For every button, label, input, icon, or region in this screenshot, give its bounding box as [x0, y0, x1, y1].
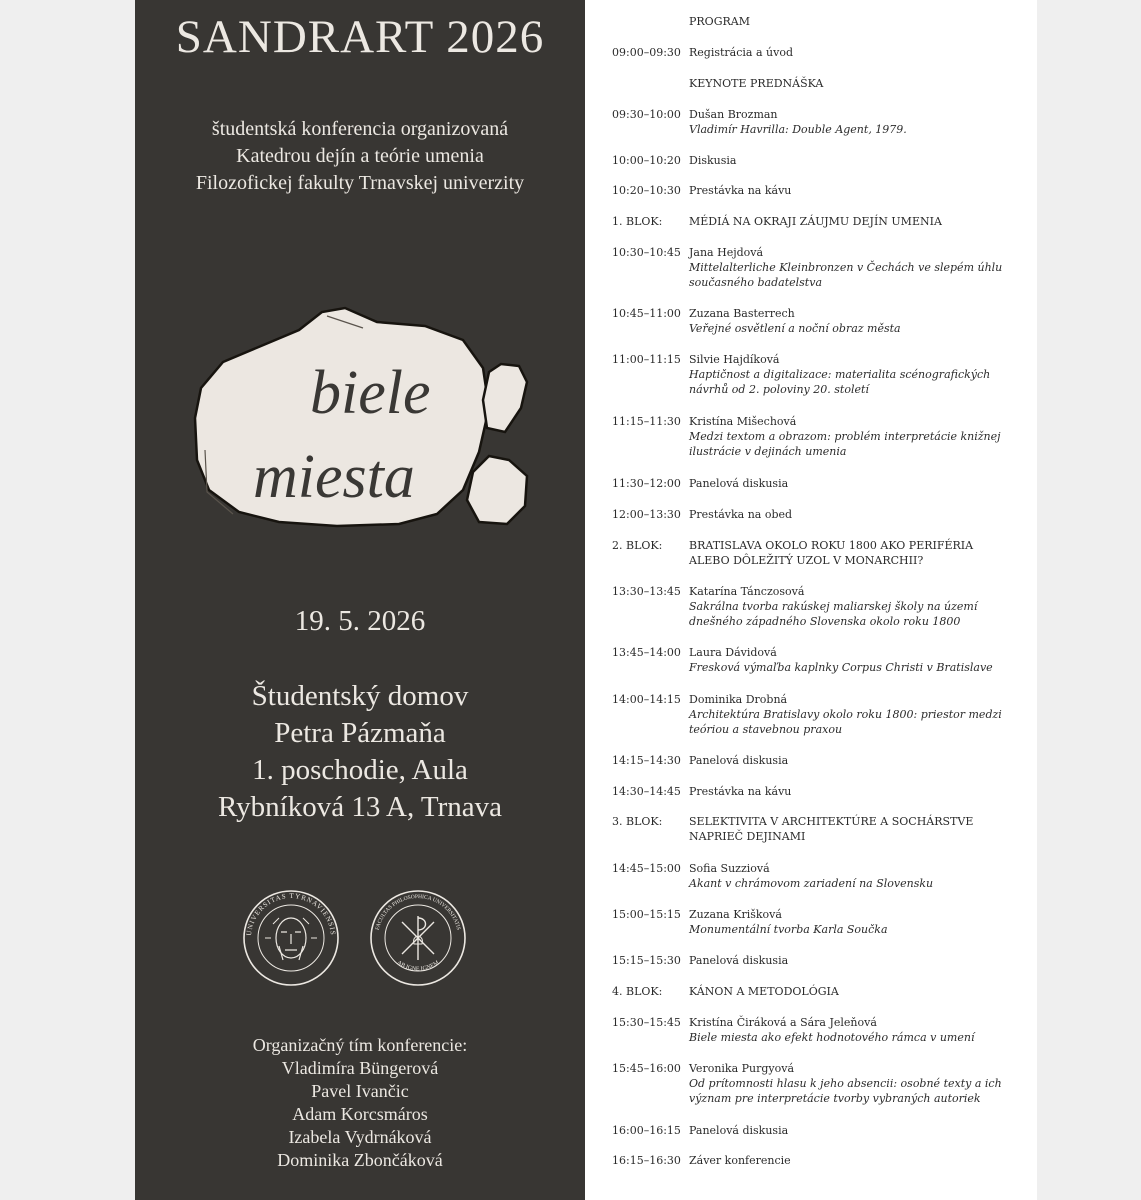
program-time: 09:30–10:00: [612, 108, 681, 121]
venue-address: [135, 678, 585, 826]
program-time: 10:30–10:45: [612, 246, 681, 259]
program-entry: Prestávka na kávu: [689, 184, 792, 197]
program-time: 09:00–09:30: [612, 46, 681, 59]
organizer-name: Pavel Ivančic: [311, 1081, 409, 1101]
program-time: 10:20–10:30: [612, 184, 681, 197]
program-entry: Diskusia: [689, 154, 737, 167]
block-number: 2. BLOK:: [612, 539, 663, 552]
program-entry: Sofia Suzziová: [689, 862, 770, 875]
program-time: 14:15–14:30: [612, 754, 681, 767]
talk-title: Haptičnost a digitalizace: materialita scénografických návrhů od 2. poloviny 20. století: [689, 368, 991, 396]
organizing-team: [135, 1034, 585, 1172]
subtitle-line: Filozofickej fakulty Trnavskej univerzity: [195, 172, 525, 194]
program-entry: Silvie Hajdíková: [689, 353, 780, 366]
program-entry: Veronika Purgyová: [689, 1062, 795, 1075]
block-number: 3. BLOK:: [612, 815, 663, 828]
subtitle-line: študentská konferencia organizovaná: [211, 118, 509, 140]
program-entry: Laura Dávidová: [689, 646, 777, 659]
svg-text:AB IGNE IGNEM: AB IGNE IGNEM: [395, 959, 441, 973]
conference-date: 19. 5. 2026: [294, 605, 426, 637]
talk-title: Sakrálna tvorba rakúskej maliarskej školy na území dnešného západného Slovenska okolo roku 1800: [689, 600, 978, 628]
program-time: 15:15–15:30: [612, 954, 681, 967]
conference-subtitle: [135, 116, 585, 197]
program-time: 14:30–14:45: [612, 785, 681, 798]
talk-title: Medzi textom a obrazom: problém interpretácie knižnej ilustrácie v dejinách umenia: [689, 430, 1001, 458]
program-time: 10:45–11:00: [612, 307, 681, 320]
faculty-of-philosophy-seal-icon: [368, 888, 468, 988]
program-time: 11:30–12:00: [612, 477, 681, 490]
university-trnava-seal-icon: [241, 888, 341, 988]
program-entry: Panelová diskusia: [689, 954, 789, 967]
theme-word-biele: biele: [310, 359, 431, 427]
block-title: SELEKTIVITA V ARCHITEKTÚRE A SOCHÁRSTVE NAPRIEČ DEJINAMI: [689, 815, 974, 843]
theme-word-miesta: miesta: [253, 443, 415, 511]
talk-title: Architektúra Bratislavy okolo roku 1800: priestor medzi teóriou a stavebnou praxou: [689, 708, 1002, 736]
program-time: 13:45–14:00: [612, 646, 681, 659]
program-time: 16:00–16:15: [612, 1124, 681, 1137]
program-time: 14:00–14:15: [612, 693, 681, 706]
organizer-name: Izabela Vydrnáková: [288, 1127, 432, 1147]
program-entry: KEYNOTE PREDNÁŠKA: [689, 77, 824, 90]
program-entry: Registrácia a úvod: [689, 46, 793, 59]
block-title: KÁNON A METODOLÓGIA: [689, 985, 839, 998]
subtitle-line: Katedrou dejín a teórie umenia: [236, 145, 484, 167]
program-entry: Dušan Brozman: [689, 108, 778, 121]
talk-title: Biele miesta ako efekt hodnotového rámca v umení: [689, 1031, 975, 1044]
program-entry: Panelová diskusia: [689, 477, 789, 490]
talk-title: Vladimír Havrilla: Double Agent, 1979.: [689, 123, 907, 136]
program-panel: [585, 0, 1037, 1200]
talk-title: Mittelalterliche Kleinbronzen v Čechách ve slepém úhlu současného badatelstva: [689, 261, 1003, 289]
poster-page: [135, 0, 1037, 1200]
program-entry: Katarína Tánczosová: [689, 585, 805, 598]
program-heading: PROGRAM: [689, 15, 750, 28]
program-time: 11:00–11:15: [612, 353, 681, 366]
program-time: 16:15–16:30: [612, 1154, 681, 1167]
program-entry: Prestávka na obed: [689, 508, 793, 521]
program-entry: Panelová diskusia: [689, 754, 789, 767]
poster-left-panel: [135, 0, 585, 1200]
talk-title: Fresková výmaľba kaplnky Corpus Christi v Bratislave: [689, 661, 993, 674]
block-number: 1. BLOK:: [612, 215, 663, 228]
venue-line: 1. poschodie, Aula: [252, 754, 468, 786]
talk-title: Veřejné osvětlení a noční obraz města: [689, 322, 901, 335]
program-entry: Kristína Mišechová: [689, 415, 797, 428]
block-title: BRATISLAVA OKOLO ROKU 1800 AKO PERIFÉRIA ALEBO DÔLEŽITÝ UZOL V MONARCHII?: [689, 539, 974, 567]
program-entry: Dominika Drobná: [689, 693, 788, 706]
program-time: 15:45–16:00: [612, 1062, 681, 1075]
program-time: 11:15–11:30: [612, 415, 681, 428]
venue-line: Študentský domov: [251, 680, 469, 712]
block-number: 4. BLOK:: [612, 985, 663, 998]
conference-title: SANDRART 2026: [175, 11, 545, 63]
program-time: 12:00–13:30: [612, 508, 681, 521]
program-entry: Záver konferencie: [689, 1154, 791, 1167]
program-entry: Jana Hejdová: [689, 246, 764, 259]
venue-line: Rybníková 13 A, Trnava: [217, 791, 503, 823]
talk-title: Monumentální tvorba Karla Součka: [689, 923, 888, 936]
talk-title: Akant v chrámovom zariadení na Slovensku: [689, 877, 934, 890]
svg-text:FACULTAS PHILOSOPHICA UNIVERSI: FACULTAS PHILOSOPHICA UNIVERSITATIS: [374, 893, 462, 931]
organizers-heading: Organizačný tím konferencie:: [252, 1035, 468, 1055]
program-entry: Kristína Čiráková a Sára Jeleňová: [689, 1016, 877, 1029]
talk-title: Od prítomnosti hlasu k jeho absencii: osobné texty a ich význam pre interpretácie tvorby vybraných autoriek: [689, 1077, 1002, 1105]
block-title: MÉDIÁ NA OKRAJI ZÁUJMU DEJÍN UMENIA: [689, 215, 942, 228]
program-entry: Panelová diskusia: [689, 1124, 789, 1137]
program-time: 10:00–10:20: [612, 154, 681, 167]
program-entry: Zuzana Krišková: [689, 908, 782, 921]
organizer-name: Dominika Zbončáková: [277, 1150, 443, 1170]
venue-line: Petra Pázmaňa: [274, 717, 446, 749]
organizer-name: Adam Korcsmáros: [292, 1104, 428, 1124]
program-time: 13:30–13:45: [612, 585, 681, 598]
organizer-name: Vladimíra Büngerová: [281, 1058, 439, 1078]
program-time: 15:30–15:45: [612, 1016, 681, 1029]
svg-text:UNIVERSITAS TYRNAVIENSIS: UNIVERSITAS TYRNAVIENSIS: [244, 891, 337, 937]
program-entry: Zuzana Basterrech: [689, 307, 795, 320]
program-time: 14:45–15:00: [612, 862, 681, 875]
program-entry: Prestávka na kávu: [689, 785, 792, 798]
program-time: 15:00–15:15: [612, 908, 681, 921]
